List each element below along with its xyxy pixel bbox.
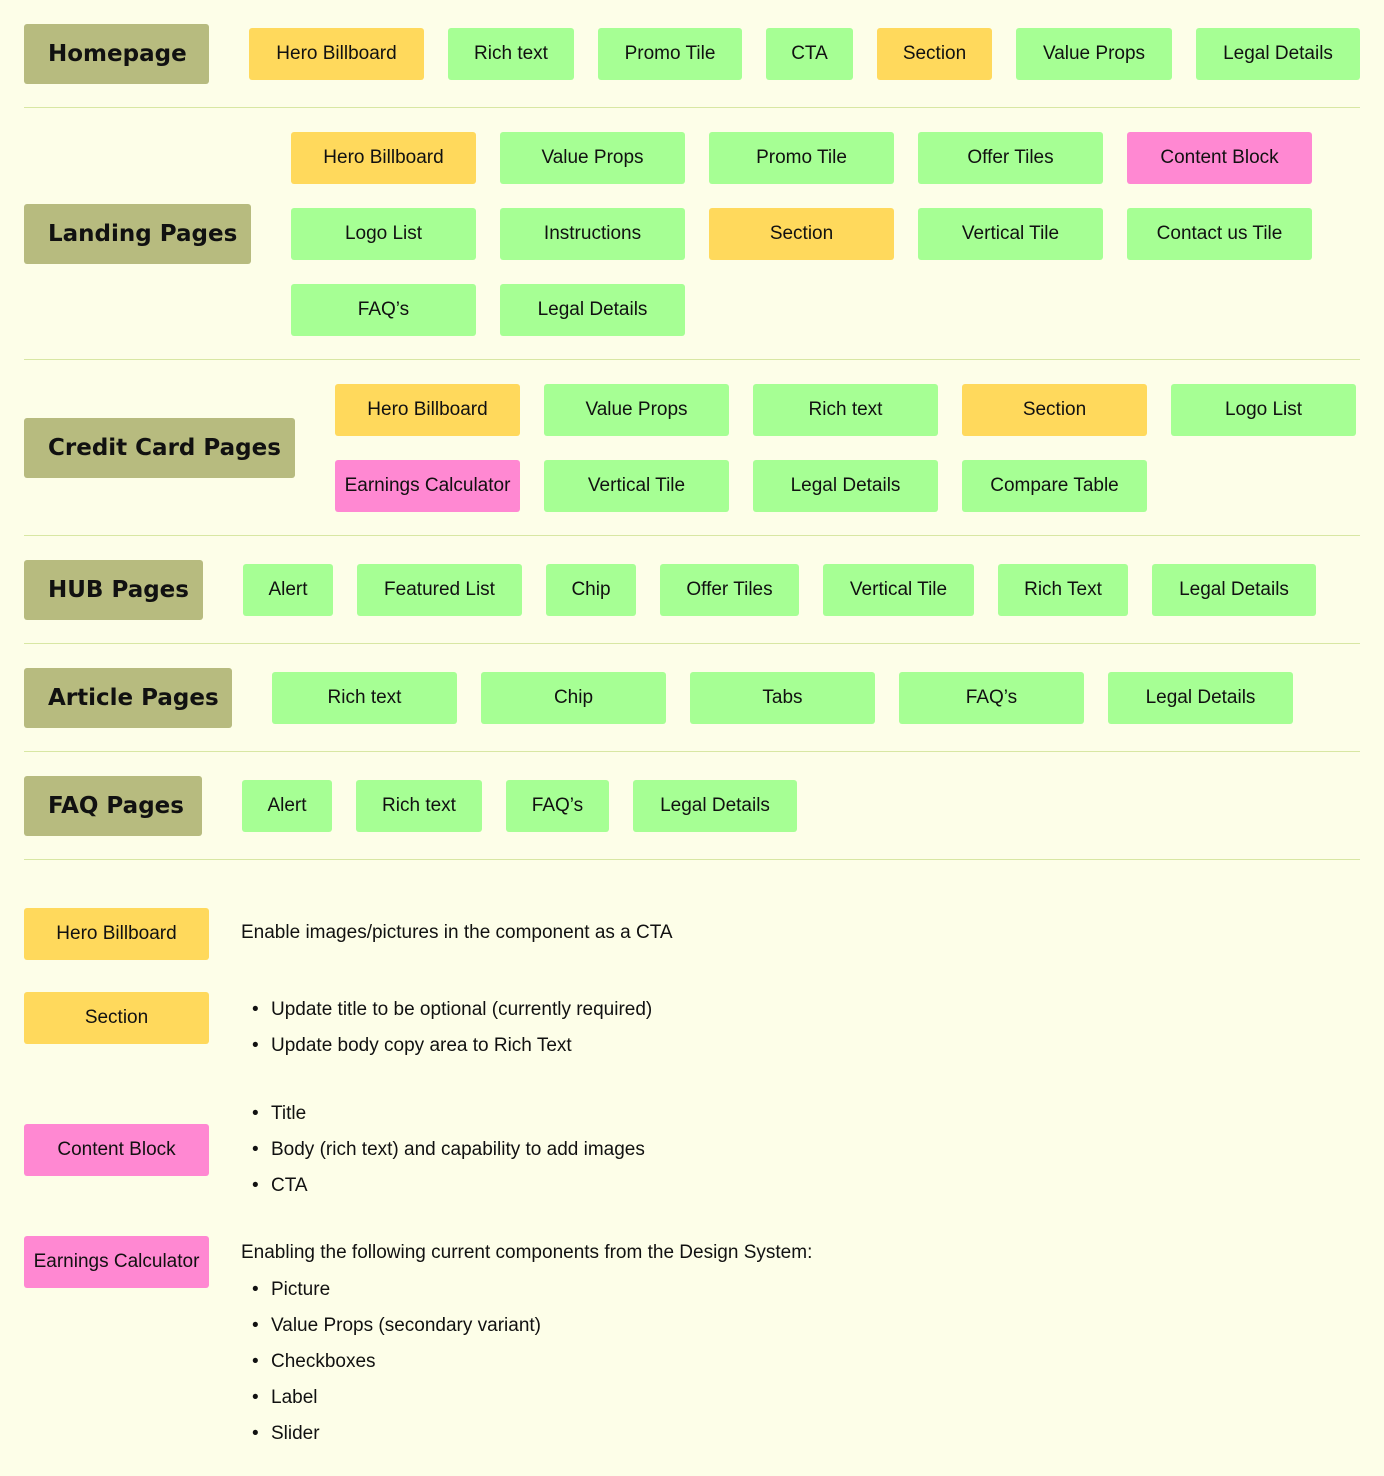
component-chip[interactable]: Logo List: [291, 208, 476, 260]
component-chip[interactable]: Vertical Tile: [544, 460, 729, 512]
component-chip[interactable]: Legal Details: [1152, 564, 1316, 616]
page-type-label-faq: FAQ Pages: [24, 776, 202, 836]
component-chip[interactable]: Legal Details: [633, 780, 797, 832]
bullet-text: Title: [271, 1103, 307, 1124]
component-chip[interactable]: Section: [709, 208, 894, 260]
bullet-text: Checkboxes: [271, 1351, 376, 1372]
component-chip[interactable]: Rich Text: [998, 564, 1128, 616]
page-type-label-credit-card: Credit Card Pages: [24, 418, 295, 478]
component-chip[interactable]: Content Block: [1127, 132, 1312, 184]
page-type-label-homepage: Homepage: [24, 24, 209, 84]
component-chip[interactable]: Legal Details: [753, 460, 938, 512]
bullet-text: CTA: [271, 1175, 308, 1196]
component-chip[interactable]: FAQ’s: [506, 780, 609, 832]
note-earnings-bullets: [241, 1272, 541, 1452]
component-chip[interactable]: Offer Tiles: [918, 132, 1103, 184]
component-chip[interactable]: FAQ’s: [291, 284, 476, 336]
component-chip[interactable]: Chip: [481, 672, 666, 724]
bullet-item: • Slider: [252, 1423, 320, 1444]
component-chip[interactable]: Logo List: [1171, 384, 1356, 436]
section-divider: [24, 643, 1360, 644]
note-chip-earnings-calculator[interactable]: Earnings Calculator: [24, 1236, 209, 1288]
component-chip[interactable]: Alert: [243, 564, 333, 616]
bullet-item: • Label: [252, 1387, 318, 1408]
section-divider: [24, 359, 1360, 360]
section-divider: [24, 859, 1360, 860]
component-chip[interactable]: Value Props: [1016, 28, 1172, 80]
bullet-text: Label: [271, 1387, 318, 1408]
page-type-label-hub: HUB Pages: [24, 560, 203, 620]
component-chip[interactable]: Promo Tile: [709, 132, 894, 184]
component-chip[interactable]: Legal Details: [1196, 28, 1360, 80]
component-chip[interactable]: Section: [962, 384, 1147, 436]
component-chip[interactable]: Featured List: [357, 564, 522, 616]
bullet-item: • Value Props (secondary variant): [252, 1315, 541, 1336]
component-chip[interactable]: Promo Tile: [598, 28, 742, 80]
page-type-label-landing: Landing Pages: [24, 204, 251, 264]
component-chip[interactable]: CTA: [766, 28, 853, 80]
section-divider: [24, 751, 1360, 752]
component-chip[interactable]: Instructions: [500, 208, 685, 260]
component-chip[interactable]: Rich text: [272, 672, 457, 724]
note-chip-hero-billboard[interactable]: Hero Billboard: [24, 908, 209, 960]
bullet-item: • Title: [252, 1103, 307, 1124]
bullet-text: Value Props (secondary variant): [271, 1315, 541, 1336]
component-chip[interactable]: FAQ’s: [899, 672, 1084, 724]
section-divider: [24, 535, 1360, 536]
component-chip[interactable]: Section: [877, 28, 992, 80]
component-chip[interactable]: Legal Details: [1108, 672, 1293, 724]
bullet-text: Picture: [271, 1279, 331, 1300]
bullet-item: • CTA: [252, 1175, 308, 1196]
note-section-bullets: [241, 992, 652, 1064]
bullet-item: • Body (rich text) and capability to add images: [252, 1139, 645, 1160]
component-chip[interactable]: Chip: [546, 564, 636, 616]
section-divider: [24, 107, 1360, 108]
component-chip[interactable]: Earnings Calculator: [335, 460, 520, 512]
bullet-item: • Update title to be optional (currently required): [252, 999, 653, 1020]
component-chip[interactable]: Vertical Tile: [918, 208, 1103, 260]
component-chip[interactable]: Rich text: [448, 28, 574, 80]
component-chip[interactable]: Value Props: [500, 132, 685, 184]
component-chip[interactable]: Vertical Tile: [823, 564, 974, 616]
component-chip[interactable]: Hero Billboard: [291, 132, 476, 184]
component-chip[interactable]: Rich text: [753, 384, 938, 436]
component-chip[interactable]: Legal Details: [500, 284, 685, 336]
note-chip-content-block[interactable]: Content Block: [24, 1124, 209, 1176]
bullet-text: Body (rich text) and capability to add images: [271, 1139, 645, 1160]
bullet-text: Slider: [271, 1423, 320, 1444]
component-chip[interactable]: Hero Billboard: [335, 384, 520, 436]
bullet-item: • Picture: [252, 1279, 331, 1300]
note-content-block-bullets: [241, 1096, 645, 1204]
component-chip[interactable]: Offer Tiles: [660, 564, 799, 616]
note-earnings-intro: Enabling the following current components from the Design System:: [241, 1242, 813, 1263]
bullet-text: Update body copy area to Rich Text: [271, 1035, 572, 1056]
component-chip[interactable]: Alert: [242, 780, 332, 832]
component-chip[interactable]: Rich text: [356, 780, 482, 832]
component-chip[interactable]: Value Props: [544, 384, 729, 436]
note-hero-billboard-text: Enable images/pictures in the component as a CTA: [241, 922, 673, 943]
bullet-item: • Update body copy area to Rich Text: [252, 1035, 572, 1056]
component-chip[interactable]: Compare Table: [962, 460, 1147, 512]
page-type-label-article: Article Pages: [24, 668, 232, 728]
bullet-item: • Checkboxes: [252, 1351, 376, 1372]
note-chip-section[interactable]: Section: [24, 992, 209, 1044]
component-chip[interactable]: Contact us Tile: [1127, 208, 1312, 260]
component-chip[interactable]: Hero Billboard: [249, 28, 424, 80]
component-chip[interactable]: Tabs: [690, 672, 875, 724]
bullet-text: Update title to be optional (currently required): [271, 999, 653, 1020]
